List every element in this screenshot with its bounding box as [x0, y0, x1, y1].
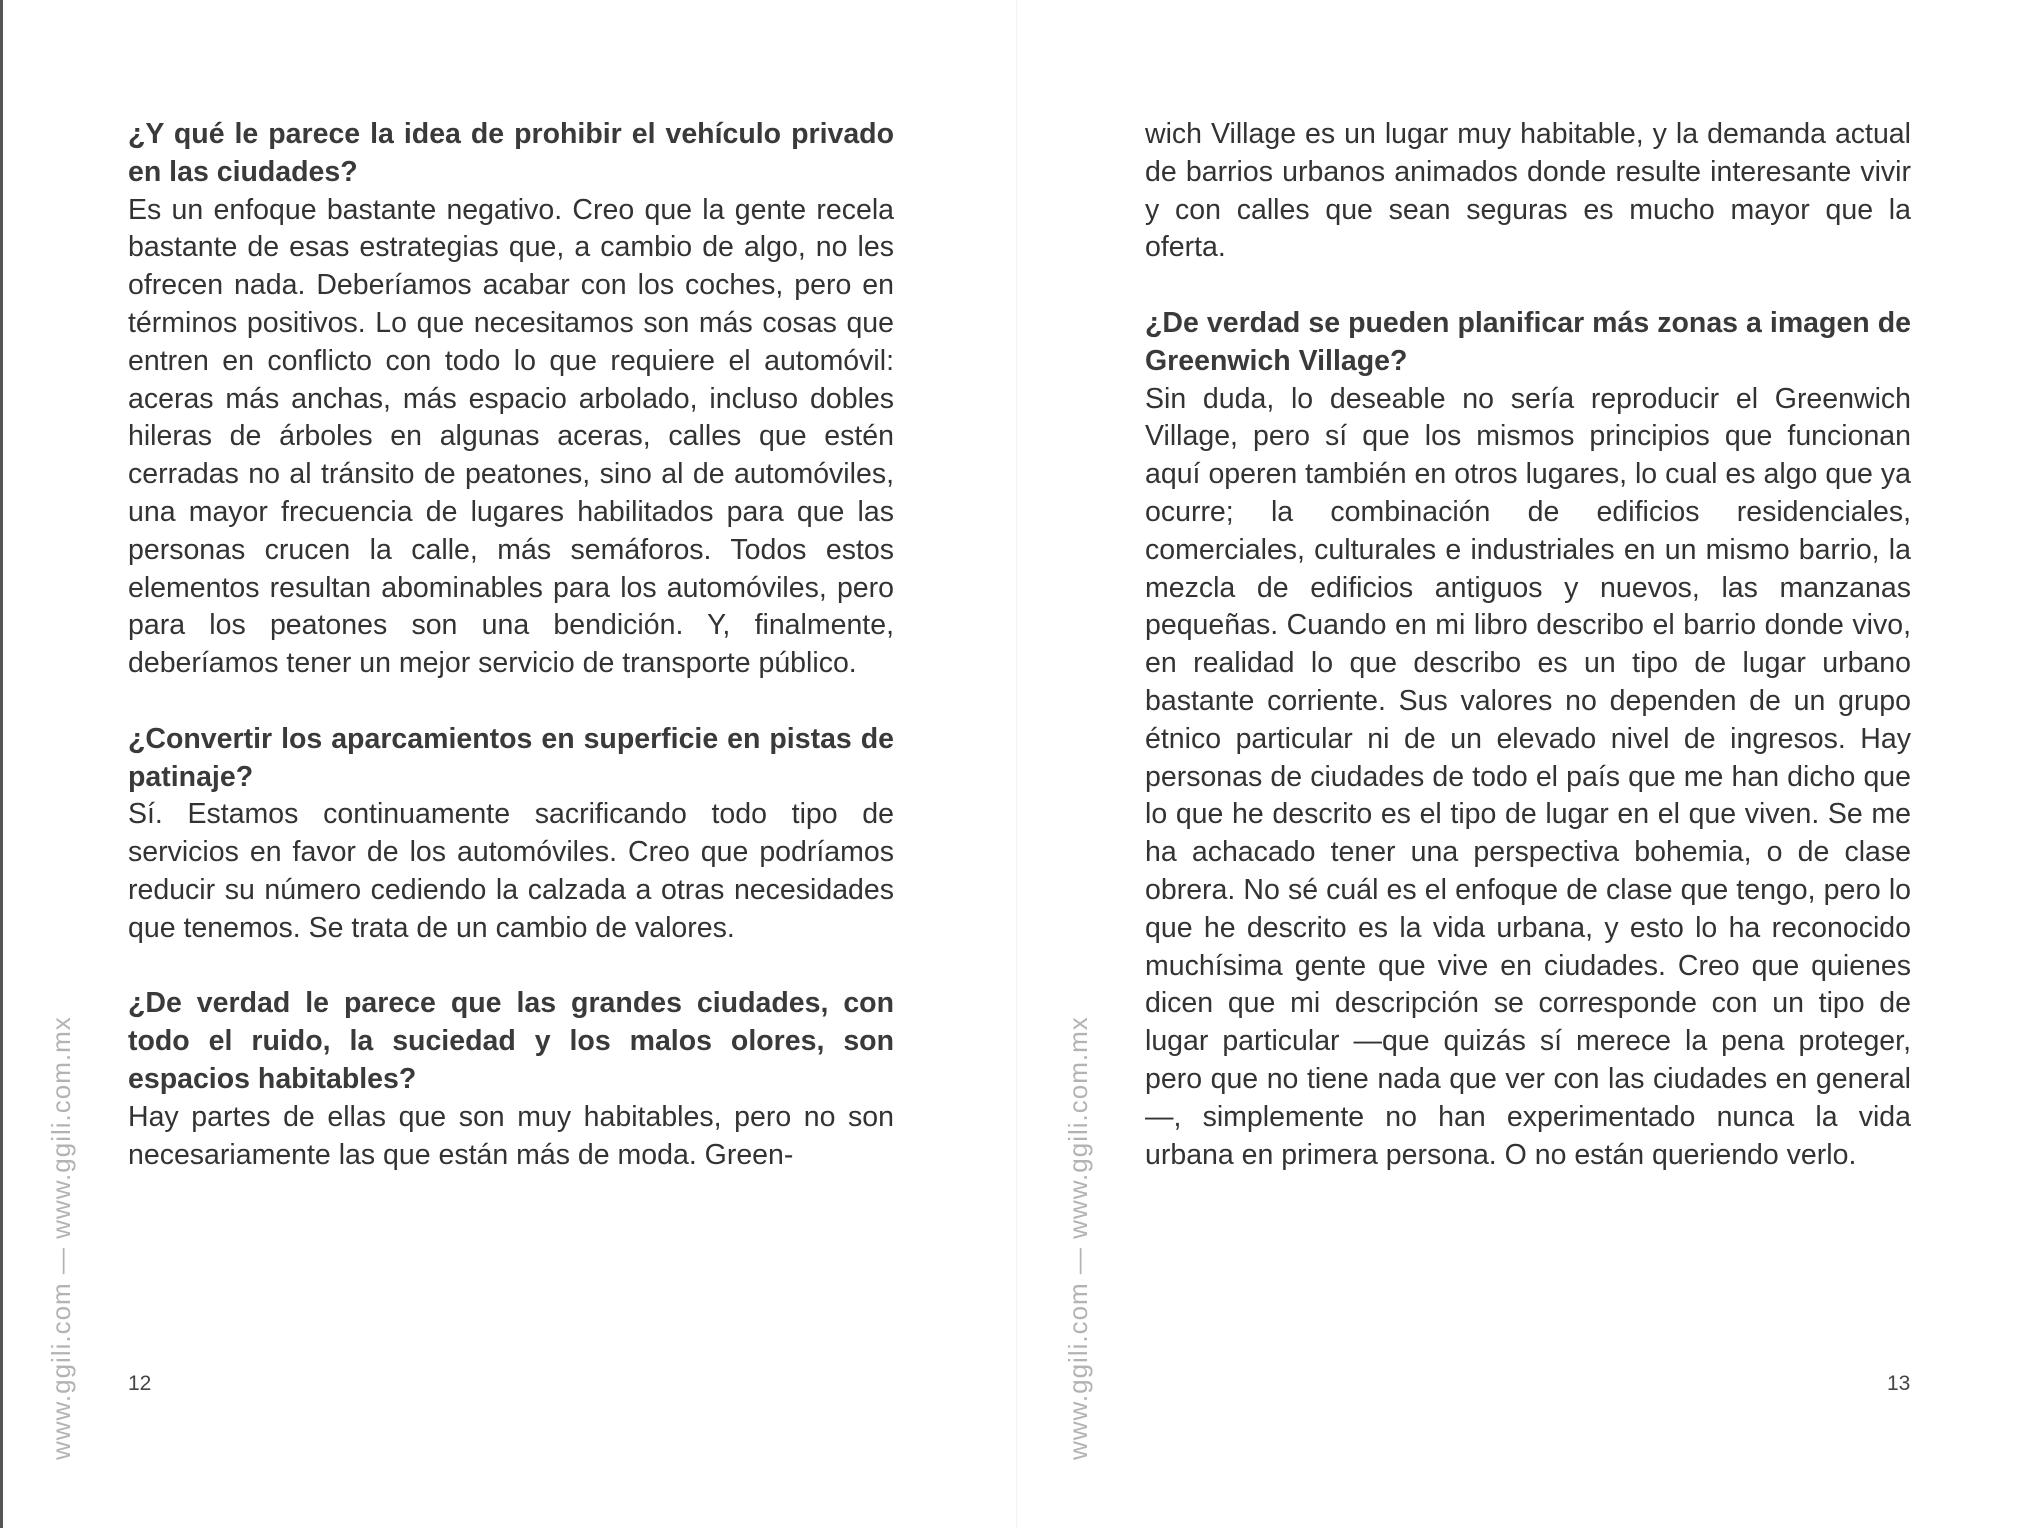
paragraph-gap	[1145, 267, 1911, 305]
right-text-block	[1145, 116, 1911, 1174]
paragraph-gap	[128, 683, 894, 721]
side-url-right: www.ggili.com — www.ggili.com.mx	[1063, 1016, 1093, 1460]
page-number-right: 13	[1887, 1372, 1911, 1395]
answer-4: Sin duda, lo deseable no sería reproducir el Greenwich Village, pero sí que los mismos principios que funcionan aquí operen también en otros lugares, lo cual es algo que ya ocurre; la combinación de edificios residenciales, comerciales, culturales e industriales en un mismo barrio, la mezcla de edificios antiguos y nuevos, las manzanas pequeñas. Cuando en mi libro describo el barrio donde vivo, en realidad lo que describo es un tipo de lugar urbano bastante corriente. Sus valores no dependen de un grupo étnico particular ni de un elevado nivel de ingresos. Hay personas de ciudades de todo el país que me han dicho que lo que he descrito es el tipo de lugar en el que viven. Se me ha achacado tener una perspectiva bohemia, o de clase obrera. No sé cuál es el enfoque de clase que tengo, pero lo que he descrito es la vida urbana, y esto lo ha reconocido muchísima gente que vive en ciudades. Creo que quienes dicen que mi descripción se corresponde con un tipo de lugar particular —que quizás sí merece la pena proteger, pero que no tiene nada que ver con las ciudades en general—, simplemente no han experimentado nunca la vida urbana en primera persona. O no están queriendo verlo.	[1145, 382, 1911, 1171]
answer-3: Hay partes de ellas que son muy habitables, pero no son necesariamente las que están más de moda. Green-	[128, 1100, 894, 1171]
answer-3-continuation: wich Village es un lugar muy habitable, y la demanda actual de barrios urbanos animados donde resulte interesante vivir y con calles que sean seguras es mucho mayor que la oferta.	[1145, 118, 1911, 264]
question-3: ¿De verdad le parece que las grandes ciudades, con todo el ruido, la suciedad y los malos olores, son espacios habitables?	[128, 987, 894, 1095]
right-page	[1017, 0, 2034, 1528]
side-url-left: www.ggili.com — www.ggili.com.mx	[46, 1016, 76, 1460]
answer-2: Sí. Estamos continuamente sacrificando todo tipo de servicios en favor de los automóviles. Creo que podríamos reducir su número cediendo la calzada a otras necesidades que tenemos. Se trata de un cambio de valores.	[128, 798, 894, 944]
answer-1: Es un enfoque bastante negativo. Creo que la gente recela bastante de esas estrategias que, a cambio de algo, no les ofrecen nada. Deberíamos acabar con los coches, pero en términos positivos. Lo que necesitamos son más cosas que entren en conflicto con todo lo que requiere el automóvil: aceras más anchas, más espacio arbolado, incluso dobles hileras de árboles en algunas aceras, calles que estén cerradas no al tránsito de peatones, sino al de automóviles, una mayor frecuencia de lugares habilitados para que las personas crucen la calle, más semáforos. Todos estos elementos resultan abominables para los automóviles, pero para los peatones son una bendición. Y, finalmente, deberíamos tener un mejor servicio de transporte público.	[128, 193, 894, 680]
question-4: ¿De verdad se pueden planificar más zonas a imagen de Greenwich Village?	[1145, 306, 1911, 377]
left-text-block	[128, 116, 894, 1174]
page-number-left: 12	[128, 1372, 152, 1395]
left-edge	[0, 0, 3, 1528]
paragraph-gap	[128, 948, 894, 986]
question-2: ¿Convertir los aparcamientos en superficie en pistas de patinaje?	[128, 722, 894, 793]
question-1: ¿Y qué le parece la idea de prohibir el vehículo privado en las ciudades?	[128, 118, 894, 188]
